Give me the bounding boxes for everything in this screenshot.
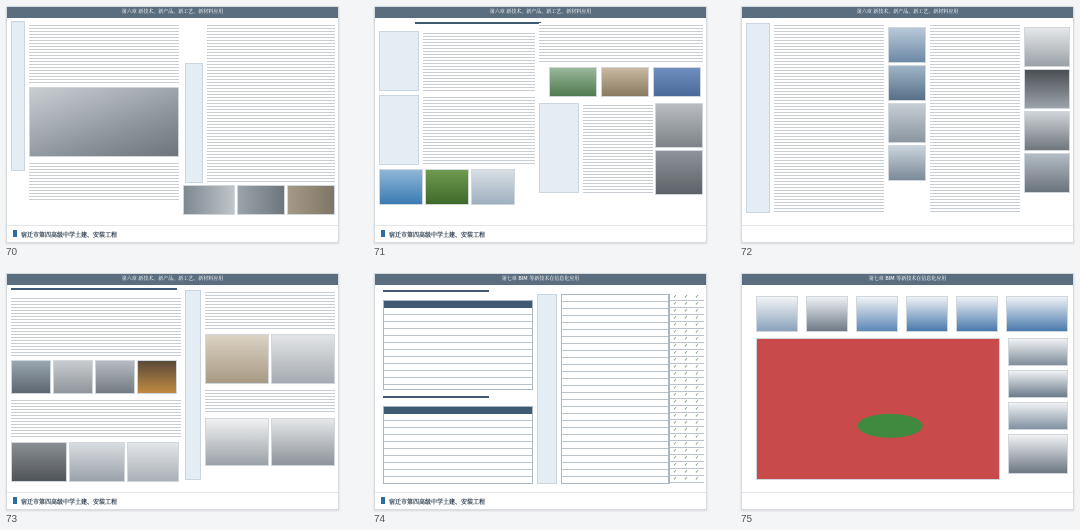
check-mark-icon: ✓ xyxy=(673,315,678,321)
check-mark-icon: ✓ xyxy=(673,294,678,300)
check-mark-icon: ✓ xyxy=(695,385,700,391)
check-mark-icon: ✓ xyxy=(695,462,700,468)
check-mark-icon: ✓ xyxy=(695,476,700,482)
check-mark-icon: ✓ xyxy=(673,350,678,356)
site-photo xyxy=(379,169,423,205)
check-mark-icon: ✓ xyxy=(695,399,700,405)
steel-photo xyxy=(183,185,235,215)
check-mark-icon: ✓ xyxy=(673,413,678,419)
page-preview xyxy=(374,6,707,243)
building-model xyxy=(1008,370,1068,398)
text-block xyxy=(774,23,884,213)
site-photo xyxy=(601,67,649,97)
check-mark-icon: ✓ xyxy=(684,301,689,307)
check-mark-icon: ✓ xyxy=(673,420,678,426)
check-mark-icon: ✓ xyxy=(684,392,689,398)
table-label xyxy=(539,103,579,193)
text-block xyxy=(207,23,335,183)
check-mark-icon: ✓ xyxy=(695,322,700,328)
page-preview xyxy=(741,273,1074,510)
footer-accent xyxy=(13,230,17,237)
check-mark-icon: ✓ xyxy=(673,441,678,447)
check-mark-icon: ✓ xyxy=(684,385,689,391)
device-photo xyxy=(1024,111,1070,151)
site-photo xyxy=(655,103,703,148)
page-footer xyxy=(375,225,706,242)
page-thumb-74[interactable] xyxy=(374,273,707,525)
site-photo xyxy=(888,65,926,101)
site-photo xyxy=(425,169,469,205)
check-mark-icon: ✓ xyxy=(684,378,689,384)
check-mark-icon: ✓ xyxy=(695,378,700,384)
section-bar xyxy=(383,290,489,292)
building-model xyxy=(956,296,998,332)
check-mark-icon: ✓ xyxy=(673,455,678,461)
detail-photo xyxy=(271,334,335,384)
page-number: 75 xyxy=(741,514,753,525)
page-number: 74 xyxy=(374,514,386,525)
check-mark-icon: ✓ xyxy=(695,455,700,461)
device-photo xyxy=(1024,27,1070,67)
page-footer xyxy=(375,492,706,509)
page-header: 第六章 新技术、新产品、新工艺、新材料应用 xyxy=(742,7,1073,18)
check-mark-icon: ✓ xyxy=(695,448,700,454)
building-model xyxy=(1008,402,1068,430)
check-mark-icon: ✓ xyxy=(695,336,700,342)
check-mark-icon: ✓ xyxy=(673,343,678,349)
table-header xyxy=(384,407,532,414)
check-mark-icon: ✓ xyxy=(684,371,689,377)
check-mark-icon: ✓ xyxy=(695,434,700,440)
table-label xyxy=(537,294,557,484)
check-column xyxy=(669,294,704,484)
check-mark-icon: ✓ xyxy=(695,343,700,349)
check-mark-icon: ✓ xyxy=(673,322,678,328)
page-thumb-73[interactable] xyxy=(6,273,339,525)
building-model xyxy=(1008,434,1068,474)
check-mark-icon: ✓ xyxy=(684,308,689,314)
section-label xyxy=(185,290,201,480)
detail-photo xyxy=(271,418,335,466)
check-mark-icon: ✓ xyxy=(684,413,689,419)
footer-accent xyxy=(381,497,385,504)
check-mark-icon: ✓ xyxy=(695,301,700,307)
site-photo xyxy=(95,360,135,394)
check-mark-icon: ✓ xyxy=(695,469,700,475)
info-table xyxy=(383,406,533,484)
text-block xyxy=(423,95,535,165)
page-footer xyxy=(7,225,338,242)
check-mark-icon: ✓ xyxy=(695,329,700,335)
page-preview xyxy=(741,6,1074,243)
footer-accent xyxy=(13,497,17,504)
page-thumb-70[interactable] xyxy=(6,6,339,258)
text-block xyxy=(11,296,181,356)
section-bar xyxy=(11,288,177,290)
site-photo xyxy=(888,145,926,181)
check-mark-icon: ✓ xyxy=(695,350,700,356)
check-mark-icon: ✓ xyxy=(695,357,700,363)
text-block xyxy=(539,23,703,63)
check-mark-icon: ✓ xyxy=(673,301,678,307)
page-number: 70 xyxy=(6,247,18,258)
section-bar xyxy=(415,22,541,24)
page-thumb-72[interactable] xyxy=(741,6,1074,258)
info-table xyxy=(383,300,533,390)
check-mark-icon: ✓ xyxy=(673,462,678,468)
page-header: 第七章 BIM 等新技术在信息化应用 xyxy=(375,274,706,285)
check-mark-icon: ✓ xyxy=(695,315,700,321)
check-mark-icon: ✓ xyxy=(684,455,689,461)
page-preview xyxy=(6,6,339,243)
check-table xyxy=(561,294,669,484)
check-mark-icon: ✓ xyxy=(673,448,678,454)
device-photo xyxy=(1024,69,1070,109)
page-number: 72 xyxy=(741,247,753,258)
site-photo xyxy=(11,360,51,394)
table-label xyxy=(379,31,419,91)
check-mark-icon: ✓ xyxy=(673,336,678,342)
site-photo xyxy=(137,360,177,394)
check-mark-icon: ✓ xyxy=(695,413,700,419)
side-label xyxy=(185,63,203,183)
page-header: 第六章 新技术、新产品、新工艺、新材料应用 xyxy=(7,7,338,18)
site-photo xyxy=(471,169,515,205)
building-model xyxy=(1006,296,1068,332)
check-mark-icon: ✓ xyxy=(684,420,689,426)
check-mark-icon: ✓ xyxy=(684,315,689,321)
text-block xyxy=(205,290,335,330)
building-model xyxy=(1008,338,1068,366)
check-mark-icon: ✓ xyxy=(684,322,689,328)
check-mark-icon: ✓ xyxy=(684,448,689,454)
site-photo xyxy=(69,442,125,482)
footer-accent xyxy=(381,230,385,237)
check-mark-icon: ✓ xyxy=(673,434,678,440)
check-mark-icon: ✓ xyxy=(673,385,678,391)
page-preview xyxy=(6,273,339,510)
check-mark-icon: ✓ xyxy=(684,406,689,412)
text-block xyxy=(423,31,535,91)
check-mark-icon: ✓ xyxy=(684,462,689,468)
check-mark-icon: ✓ xyxy=(684,343,689,349)
page-thumb-75[interactable] xyxy=(741,273,1074,525)
check-mark-icon: ✓ xyxy=(673,308,678,314)
steel-photo xyxy=(237,185,285,215)
building-model xyxy=(806,296,848,332)
page-preview xyxy=(374,273,707,510)
check-mark-icon: ✓ xyxy=(673,371,678,377)
check-mark-icon: ✓ xyxy=(673,427,678,433)
table-label xyxy=(379,95,419,165)
site-photo xyxy=(549,67,597,97)
footer-title: 宿迁市第四高级中学土建、安装工程 xyxy=(389,499,486,506)
check-mark-icon: ✓ xyxy=(673,392,678,398)
check-mark-icon: ✓ xyxy=(695,364,700,370)
check-mark-icon: ✓ xyxy=(695,294,700,300)
check-mark-icon: ✓ xyxy=(684,294,689,300)
check-mark-icon: ✓ xyxy=(695,392,700,398)
site-photo xyxy=(127,442,179,482)
page-thumb-71[interactable] xyxy=(374,6,707,258)
detail-photo xyxy=(205,334,269,384)
check-mark-icon: ✓ xyxy=(695,406,700,412)
site-photo xyxy=(888,27,926,63)
check-mark-icon: ✓ xyxy=(695,420,700,426)
section-bar xyxy=(383,396,489,398)
check-mark-icon: ✓ xyxy=(684,364,689,370)
building-model xyxy=(856,296,898,332)
page-header: 第六章 新技术、新产品、新工艺、新材料应用 xyxy=(375,7,706,18)
building-model xyxy=(906,296,948,332)
check-mark-icon: ✓ xyxy=(684,476,689,482)
check-mark-icon: ✓ xyxy=(684,336,689,342)
site-photo xyxy=(11,442,67,482)
text-block xyxy=(29,161,179,201)
section-label xyxy=(746,23,770,213)
check-mark-icon: ✓ xyxy=(673,476,678,482)
check-mark-icon: ✓ xyxy=(695,371,700,377)
campus-aerial-model xyxy=(756,338,1000,480)
check-mark-icon: ✓ xyxy=(684,329,689,335)
building-model xyxy=(756,296,798,332)
table-header xyxy=(384,301,532,308)
footer-title: 宿迁市第四高级中学土建、安装工程 xyxy=(21,499,118,506)
page-header: 第六章 新技术、新产品、新工艺、新材料应用 xyxy=(7,274,338,285)
rebar-photo xyxy=(29,87,179,157)
site-photo xyxy=(53,360,93,394)
detail-photo xyxy=(205,418,269,466)
text-block xyxy=(29,23,179,83)
check-mark-icon: ✓ xyxy=(684,441,689,447)
check-mark-icon: ✓ xyxy=(673,399,678,405)
page-footer xyxy=(742,492,1073,509)
footer-title: 宿迁市第四高级中学土建、安装工程 xyxy=(389,232,486,239)
site-photo xyxy=(653,67,701,97)
check-mark-icon: ✓ xyxy=(684,357,689,363)
page-number: 71 xyxy=(374,247,386,258)
check-mark-icon: ✓ xyxy=(673,329,678,335)
section-label xyxy=(11,21,25,171)
check-mark-icon: ✓ xyxy=(684,469,689,475)
check-mark-icon: ✓ xyxy=(684,434,689,440)
text-block xyxy=(205,388,335,414)
check-mark-icon: ✓ xyxy=(695,427,700,433)
page-footer xyxy=(7,492,338,509)
device-photo xyxy=(1024,153,1070,193)
check-mark-icon: ✓ xyxy=(695,308,700,314)
check-mark-icon: ✓ xyxy=(684,350,689,356)
site-photo xyxy=(655,150,703,195)
text-block xyxy=(11,398,181,438)
check-mark-icon: ✓ xyxy=(684,427,689,433)
steel-photo xyxy=(287,185,335,215)
check-mark-icon: ✓ xyxy=(695,441,700,447)
check-mark-icon: ✓ xyxy=(673,406,678,412)
check-mark-icon: ✓ xyxy=(673,364,678,370)
check-mark-icon: ✓ xyxy=(673,357,678,363)
footer-title: 宿迁市第四高级中学土建、安装工程 xyxy=(21,232,118,239)
page-header: 第七章 BIM 等新技术在信息化应用 xyxy=(742,274,1073,285)
text-block xyxy=(583,103,653,193)
check-mark-icon: ✓ xyxy=(673,378,678,384)
page-footer xyxy=(742,225,1073,242)
site-photo xyxy=(888,103,926,143)
text-block xyxy=(930,23,1020,213)
page-number: 73 xyxy=(6,514,18,525)
check-mark-icon: ✓ xyxy=(673,469,678,475)
check-mark-icon: ✓ xyxy=(684,399,689,405)
